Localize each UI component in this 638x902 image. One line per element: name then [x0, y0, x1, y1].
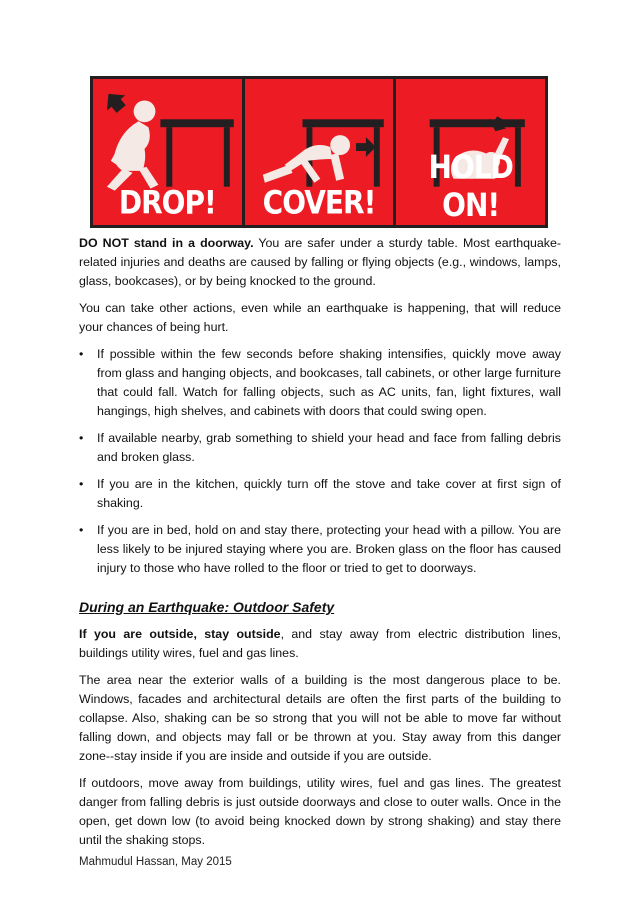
- drop-cover-hold-on-banner: [90, 76, 548, 228]
- cover-panel: [245, 79, 394, 225]
- hold-on-panel: [396, 79, 545, 225]
- actions-intro-paragraph: You can take other actions, even while an earthquake is happening, that will reduce your chances of being hurt.: [79, 301, 561, 334]
- outdoor-safety-heading: During an Earthquake: Outdoor Safety: [79, 599, 335, 615]
- list-item-text: If you are in the kitchen, quickly turn off the stove and take cover at first sign of shaking.: [97, 477, 561, 510]
- list-item: [79, 429, 561, 467]
- drop-panel: [93, 79, 242, 225]
- exterior-walls-paragraph: The area near the exterior walls of a building is the most dangerous place to be. Windows, facades and architectural details are often the first parts of the building to collapse. Also, shaking can be so strong that you will not be able to move far without falling down, and objects may fall or be thrown at you. Stay away from this danger zone--stay inside if you are inside and outside if you are outside.: [79, 673, 561, 763]
- bullet-icon: •: [79, 523, 84, 537]
- doorway-paragraph: [79, 234, 561, 291]
- document-body: [79, 234, 561, 858]
- move-away-paragraph: If outdoors, move away from buildings, utility wires, fuel and gas lines. The greatest danger from falling debris is just outside doorways and close to outer walls. Once in the open, get down low (to avoid being knocked down by strong shaking) and stay there until the shaking stops.: [79, 776, 561, 847]
- page-footer: Mahmudul Hassan, May 2015: [79, 856, 232, 868]
- bullet-icon: •: [79, 431, 84, 445]
- stay-outside-paragraph: [79, 625, 561, 663]
- stay-outside-lead: If you are outside, stay outside: [79, 627, 281, 641]
- stay-outside-text: , and stay away from electric distribution lines, buildings utility wires, fuel and gas lines.: [79, 627, 561, 660]
- doorway-lead: DO NOT stand in a doorway.: [79, 236, 254, 250]
- cover-label: COVER!: [262, 183, 376, 222]
- doorway-text: You are safer under a sturdy table. Most earthquake-related injuries and deaths are caused by falling or flying objects (e.g., windows, lamps, glass, bookcases), or by being knocked to the ground.: [79, 236, 561, 288]
- hold-on-label: HOLD ON!: [428, 148, 513, 224]
- list-item: [79, 475, 561, 513]
- list-item-text: If you are in bed, hold on and stay there, protecting your head with a pillow. You are less likely to be injured staying where you are. Broken glass on the floor has caused injury to those who have rolled to the floor or tried to get to doorways.: [97, 523, 561, 575]
- drop-label: DROP!: [118, 183, 216, 222]
- indoor-tips-list: [79, 345, 561, 578]
- list-item-text: If possible within the few seconds before shaking intensifies, quickly move away from glass and hanging objects, and bookcases, tall cabinets, or other large furniture that could fall. Watch for falling objects, such as AC units, fan, light fixtures, wall hangings, high shelves, and cabinets with doors that could swing open.: [97, 347, 561, 418]
- list-item: [79, 345, 561, 421]
- list-item-text: If available nearby, grab something to shield your head and face from falling debris and broken glass.: [97, 431, 561, 464]
- bullet-icon: •: [79, 477, 84, 491]
- list-item: [79, 521, 561, 578]
- bullet-icon: •: [79, 347, 84, 361]
